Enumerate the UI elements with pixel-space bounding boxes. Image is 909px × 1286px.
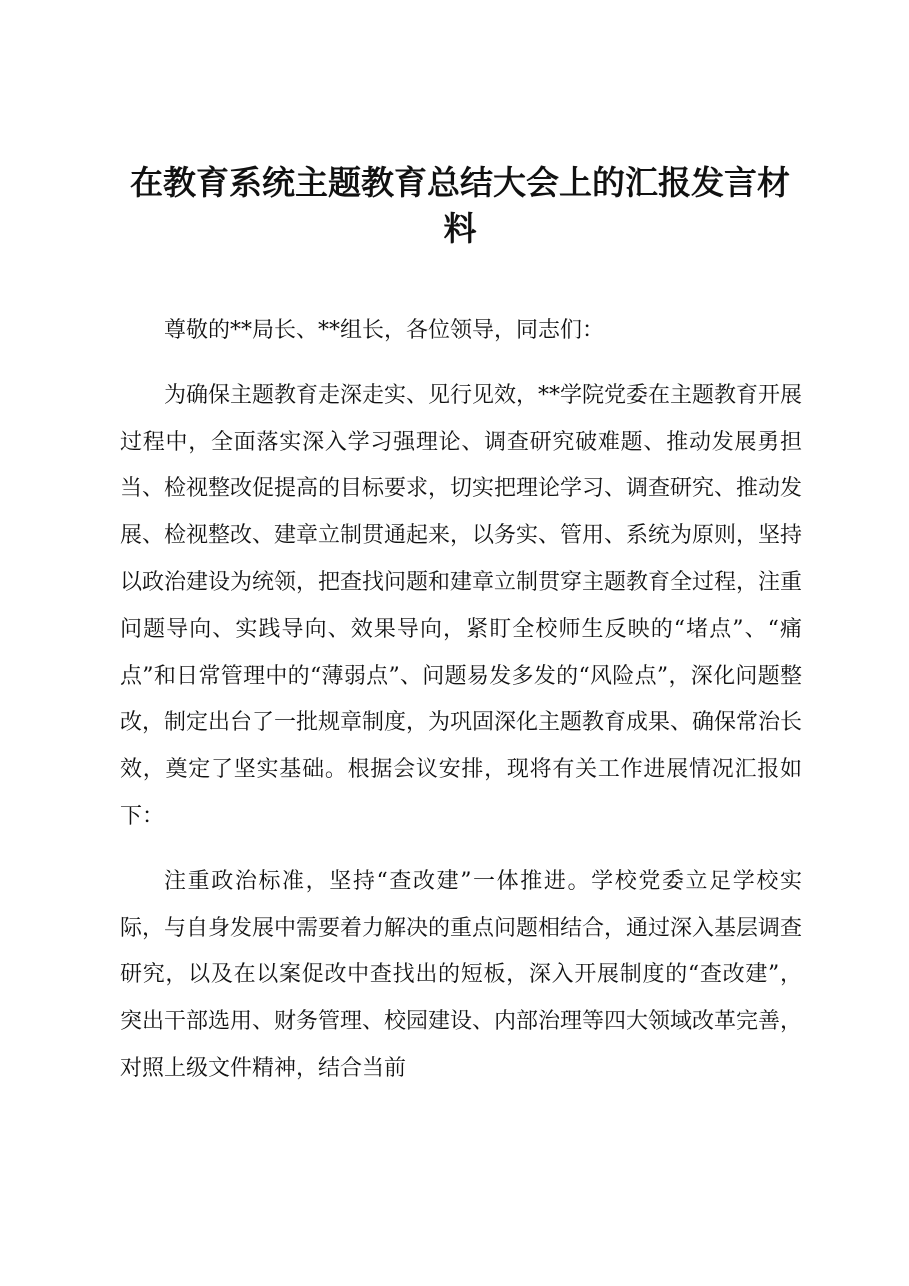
salutation: 尊敬的**局长、**组长，各位领导，同志们：: [164, 318, 605, 343]
paragraph-2: 注重政治标准，坚持“查改建”一体推进。学校党委立足学校实际，与自身发展中需要着力解决的重点问题相结合，通过深入基层调查研究，以及在以案促改中查找出的短板，深入开展制度的“查改建”，突出干部选用、财务管理、校园建设、内部治理等四大领域改革完善，对照上级文件精神，结合当前: [120, 868, 803, 1081]
document-body: [120, 308, 802, 1093]
document-title: 在教育系统主题教育总结大会上的汇报发言材料: [130, 163, 790, 248]
paragraph-1: 为确保主题教育走深走实、见行见效，**学院党委在主题教育开展过程中，全面落实深入学习强理论、调查研究破难题、推动发展勇担当、检视整改促提高的目标要求，切实把理论学习、调查研究、推动发展、检视整改、建章立制贯通起来，以务实、管用、系统为原则，坚持以政治建设为统领，把查找问题和建章立制贯穿主题教育全过程，注重问题导向、实践导向、效果导向，紧盯全校师生反映的“堵点”、“痛点”和日常管理中的“薄弱点”、问题易发多发的“风险点”，深化问题整改，制定出台了一批规章制度，为巩固深化主题教育成果、确保常治长效，奠定了坚实基础。根据会议安排，现将有关工作进展情况汇报如下：: [120, 382, 803, 829]
